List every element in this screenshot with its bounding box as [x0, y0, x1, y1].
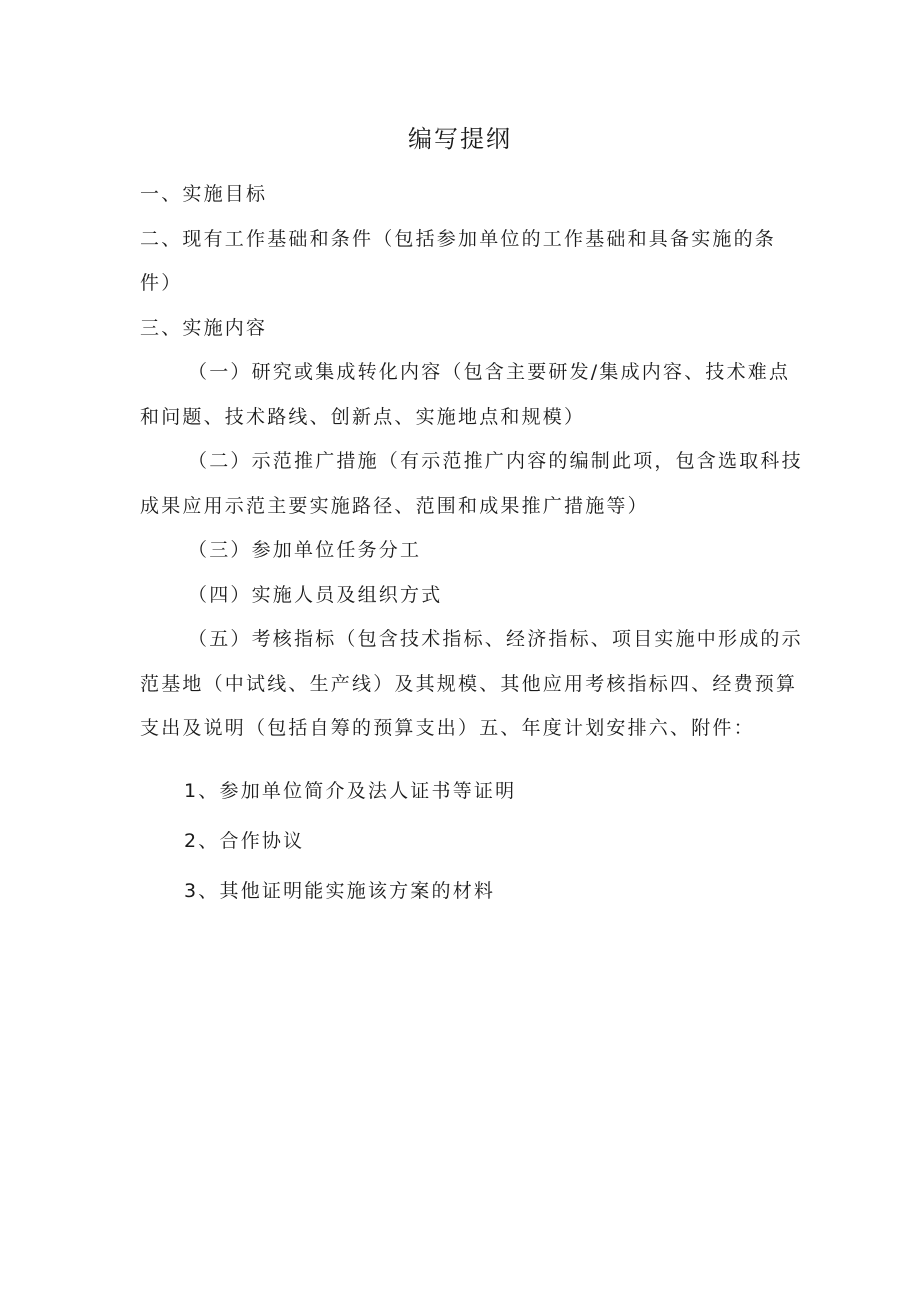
paragraph-implementation-content: 三、实施内容	[140, 316, 268, 339]
attachment-list	[140, 766, 804, 916]
paragraph-existing-foundation: 二、现有工作基础和条件（包括参加单位的工作基础和具备实施的条件）	[140, 227, 777, 294]
paragraph-assessment-indicators: （五）考核指标（包含技术指标、经济指标、项目实施中形成的示范基地（中试线、生产线）及其规模、其他应用考核指标四、经费预算支出及说明（包括自筹的预算支出）五、年度计划安排六、附件：	[140, 628, 803, 739]
document-body	[140, 172, 804, 916]
paragraph-task-division: （三）参加单位任务分工	[188, 539, 422, 561]
list-item: 2、合作协议	[184, 829, 305, 852]
paragraph-implementation-goal: 一、实施目标	[140, 183, 268, 205]
document-title: 编写提纲	[408, 125, 512, 153]
list-item: 3、其他证明能实施该方案的材料	[184, 879, 496, 902]
paragraph-personnel-organization: （四）实施人员及组织方式	[188, 583, 443, 606]
paragraph-demonstration-measures: （二）示范推广措施（有示范推广内容的编制此项，包含选取科技成果应用示范主要实施路径、范围和成果推广措施等）	[140, 450, 803, 517]
list-item: 1、参加单位简介及法人证书等证明	[184, 779, 517, 802]
paragraph-research-content: （一）研究或集成转化内容（包含主要研发/集成内容、技术难点和问题、技术路线、创新点、实施地点和规模）	[140, 361, 791, 428]
